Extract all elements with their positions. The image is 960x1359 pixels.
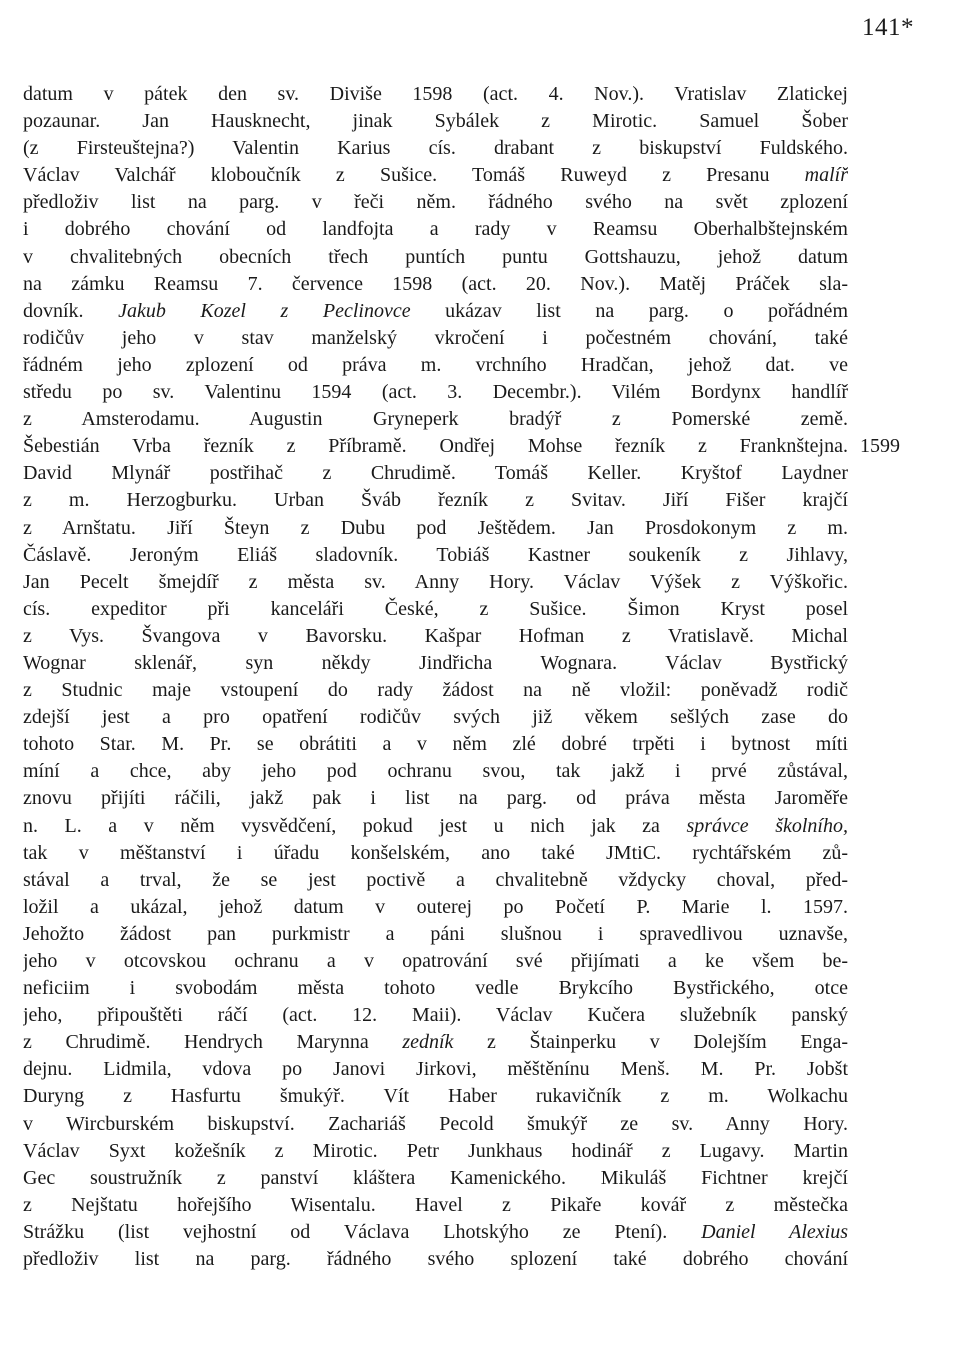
text-line (23, 108, 848, 135)
text-segment: jeho, připouštěti ráčí (act. 12. Maii). Václav Kučera služebník panský (23, 1004, 848, 1027)
text-line (23, 515, 848, 542)
text-line (23, 325, 848, 352)
text-segment: cís. expeditor při kanceláři České, z Sušice. Šimon Kryst posel (23, 597, 848, 620)
text-segment: tohoto Star. M. Pr. se obrátiti a v něm zlé dobré trpěti i bytnost míti (23, 733, 848, 756)
text-line (23, 921, 848, 948)
text-line (23, 975, 848, 1002)
text-line (23, 894, 848, 921)
text-line (23, 1192, 848, 1219)
text-line (23, 1029, 848, 1056)
text-segment: datum v pátek den sv. Diviše 1598 (act. 4. Nov.). Vratislav Zlatickej (23, 83, 848, 105)
text-line (23, 677, 848, 704)
italic-name: Jakub Kozel z Peclinovce (118, 299, 411, 322)
text-segment: pozaunar. Jan Hausknecht, jinak Sybálek z Mirotic. Samuel Šober (23, 110, 848, 133)
text-line (23, 1083, 848, 1110)
text-line (23, 650, 848, 677)
text-segment: rodičův jeho v stav manželský vkročení i počestném chování, také (23, 326, 848, 349)
text-segment: z Nejštatu hořejšího Wisentalu. Havel z Pikaře kovář z městečka (23, 1193, 848, 1216)
text-line (23, 1138, 848, 1165)
text-segment: zdejší jest a pro opatření rodičův svých již věkem sešlých zase do (23, 706, 848, 729)
text-line (23, 758, 848, 785)
text-line (23, 569, 848, 596)
text-segment: předloživ list na parg. v řeči něm. řádného svého na svět zplození (23, 191, 848, 214)
text-line (23, 948, 848, 975)
text-segment: jeho v otcovskou ochranu a v opatrování své přijímati a ke všem be- (23, 950, 848, 972)
text-line (23, 487, 848, 514)
text-line (23, 596, 848, 623)
text-line (23, 785, 848, 812)
text-segment: Wognar sklenář, syn někdy Jindřicha Wognara. Václav Bystřický (23, 651, 848, 674)
text-segment: (z Firsteuštejna?) Valentin Karius cís. drabant z biskupství Fuldského. (23, 137, 848, 160)
text-line (23, 352, 848, 379)
text-line (23, 162, 848, 189)
text-line (23, 244, 848, 271)
text-segment: David Mlynář postřihač z Chrudimě. Tomáš Keller. Kryštof Laydner (23, 462, 848, 485)
text-segment: ukázav list na parg. o pořádném (410, 299, 848, 322)
margin-year-note: 1599 (860, 435, 900, 458)
text-segment: Duryng z Hasfurtu šmukýř. Vít Haber rukavičník z m. Wolkachu (23, 1085, 848, 1108)
text-segment: míní a chce, aby jeho pod ochranu svou, tak jakž i prvé zůstával, (23, 760, 848, 783)
text-line (23, 135, 848, 162)
text-segment: Jan Pecelt šmejdíř z města sv. Anny Hory. Václav Výšek z Výškořic. (23, 570, 848, 593)
text-segment: v Wircburském biskupství. Zachariáš Pecold šmukýř ze sv. Anny Hory. (23, 1112, 848, 1135)
text-segment: z Chrudimě. Hendrych Marynna (23, 1031, 403, 1054)
text-line (23, 1246, 848, 1273)
text-line (23, 81, 848, 108)
text-segment: středu po sv. Valentinu 1594 (act. 3. Decembr.). Vilém Bordynx handlíř (23, 381, 848, 404)
text-line (23, 298, 848, 325)
italic-name: zedník (402, 1031, 454, 1054)
text-segment: neficiim i svobodám města tohoto vedle Brykcího Bystřického, otce (23, 977, 848, 1000)
text-segment: dejnu. Lidmila, vdova po Janovi Jirkovi, měštěnínu Menš. M. Pr. Jobšt (23, 1058, 848, 1081)
text-line (23, 379, 848, 406)
text-line (23, 731, 848, 758)
page-number: 141* (862, 14, 914, 41)
text-line (23, 542, 848, 569)
text-line (23, 1056, 848, 1083)
text-line (23, 460, 848, 487)
text-segment: tak v měštanství i úřadu konšelském, ano také JMtiC. rychtářském zů- (23, 841, 848, 864)
text-line (23, 867, 848, 894)
text-segment: předloživ list na parg. řádného svého splození také dobrého chování (23, 1248, 848, 1271)
italic-name: správce školního, (686, 814, 848, 837)
text-segment: řádném jeho zplození od práva m. vrchního Hradčan, jehož dat. ve (23, 353, 848, 376)
text-line (23, 189, 848, 216)
text-line (23, 433, 848, 460)
text-line (23, 1111, 848, 1138)
text-segment: z Amsterodamu. Augustin Gryneperk bradýř z Pomerské země. (23, 408, 848, 431)
text-segment: Václav Valchář kloboučník z Sušice. Tomáš Ruweyd z Presanu (23, 164, 805, 187)
text-segment: z Studnic maje vstoupení do rady žádost na ně vložil: poněvadž rodič (23, 679, 848, 702)
text-line (23, 704, 848, 731)
text-segment: Čáslavě. Jeroným Eliáš sladovník. Tobiáš Kastner soukeník z Jihlavy, (23, 543, 848, 566)
text-segment: z Vys. Švangova v Bavorsku. Kašpar Hofman z Vratislavě. Michal (23, 624, 848, 647)
text-segment: z Arnštatu. Jiří Šteyn z Dubu pod Ještědem. Jan Prosdokonym z m. (23, 516, 848, 539)
text-segment: Václav Syxt kožešník z Mirotic. Petr Junkhaus hodinář z Lugavy. Martin (23, 1139, 848, 1162)
text-segment: dovník. (23, 299, 119, 322)
text-segment: Šebestián Vrba řezník z Příbramě. Ondřej Mohse řezník z Franknštejna. (23, 435, 848, 458)
text-segment: n. L. a v něm vysvědčení, pokud jest u nich jak za (23, 814, 687, 837)
italic-name: Daniel Alexius (701, 1220, 848, 1243)
text-segment: z m. Herzogburku. Urban Šváb řezník z Svitav. Jiří Fišer krajčí (23, 489, 848, 512)
text-segment: Strážku (list vejhostní od Václava Lhotskýho ze Ptení). (23, 1220, 702, 1243)
text-line (23, 623, 848, 650)
text-segment: ložil a ukázal, jehož datum v outerej po Početí P. Marie l. 1597. (23, 895, 848, 918)
text-line (23, 406, 848, 433)
text-line (23, 216, 848, 243)
text-segment: znovu přijíti ráčili, jakž pak i list na parg. od práva města Jaroměře (23, 787, 848, 810)
body-text (23, 81, 848, 1273)
text-line (23, 1002, 848, 1029)
text-line (23, 1219, 848, 1246)
text-segment: z Štainperku v Dolejším Enga- (453, 1031, 848, 1054)
text-segment: Jehožto žádost pan purkmistr a páni slušnou i spravedlivou uznavše, (23, 922, 848, 945)
text-line (23, 840, 848, 867)
text-segment: i dobrého chování od landfojta a rady v Reamsu Oberhalbštejnském (23, 218, 848, 241)
text-segment: na zámku Reamsu 7. července 1598 (act. 20. Nov.). Matěj Práček sla- (23, 272, 848, 295)
text-segment: stával a trval, že se jest poctivě a chvalitebně vždycky choval, před- (23, 868, 848, 891)
italic-name: malíř (804, 164, 848, 187)
text-segment: v chvalitebných obecních třech puntích puntu Gottshauzu, jehož datum (23, 245, 848, 268)
text-line (23, 1165, 848, 1192)
text-line (23, 271, 848, 298)
text-segment: Gec soustružník z panství kláštera Kamenického. Mikuláš Fichtner krejčí (23, 1166, 848, 1189)
text-line (23, 813, 848, 840)
